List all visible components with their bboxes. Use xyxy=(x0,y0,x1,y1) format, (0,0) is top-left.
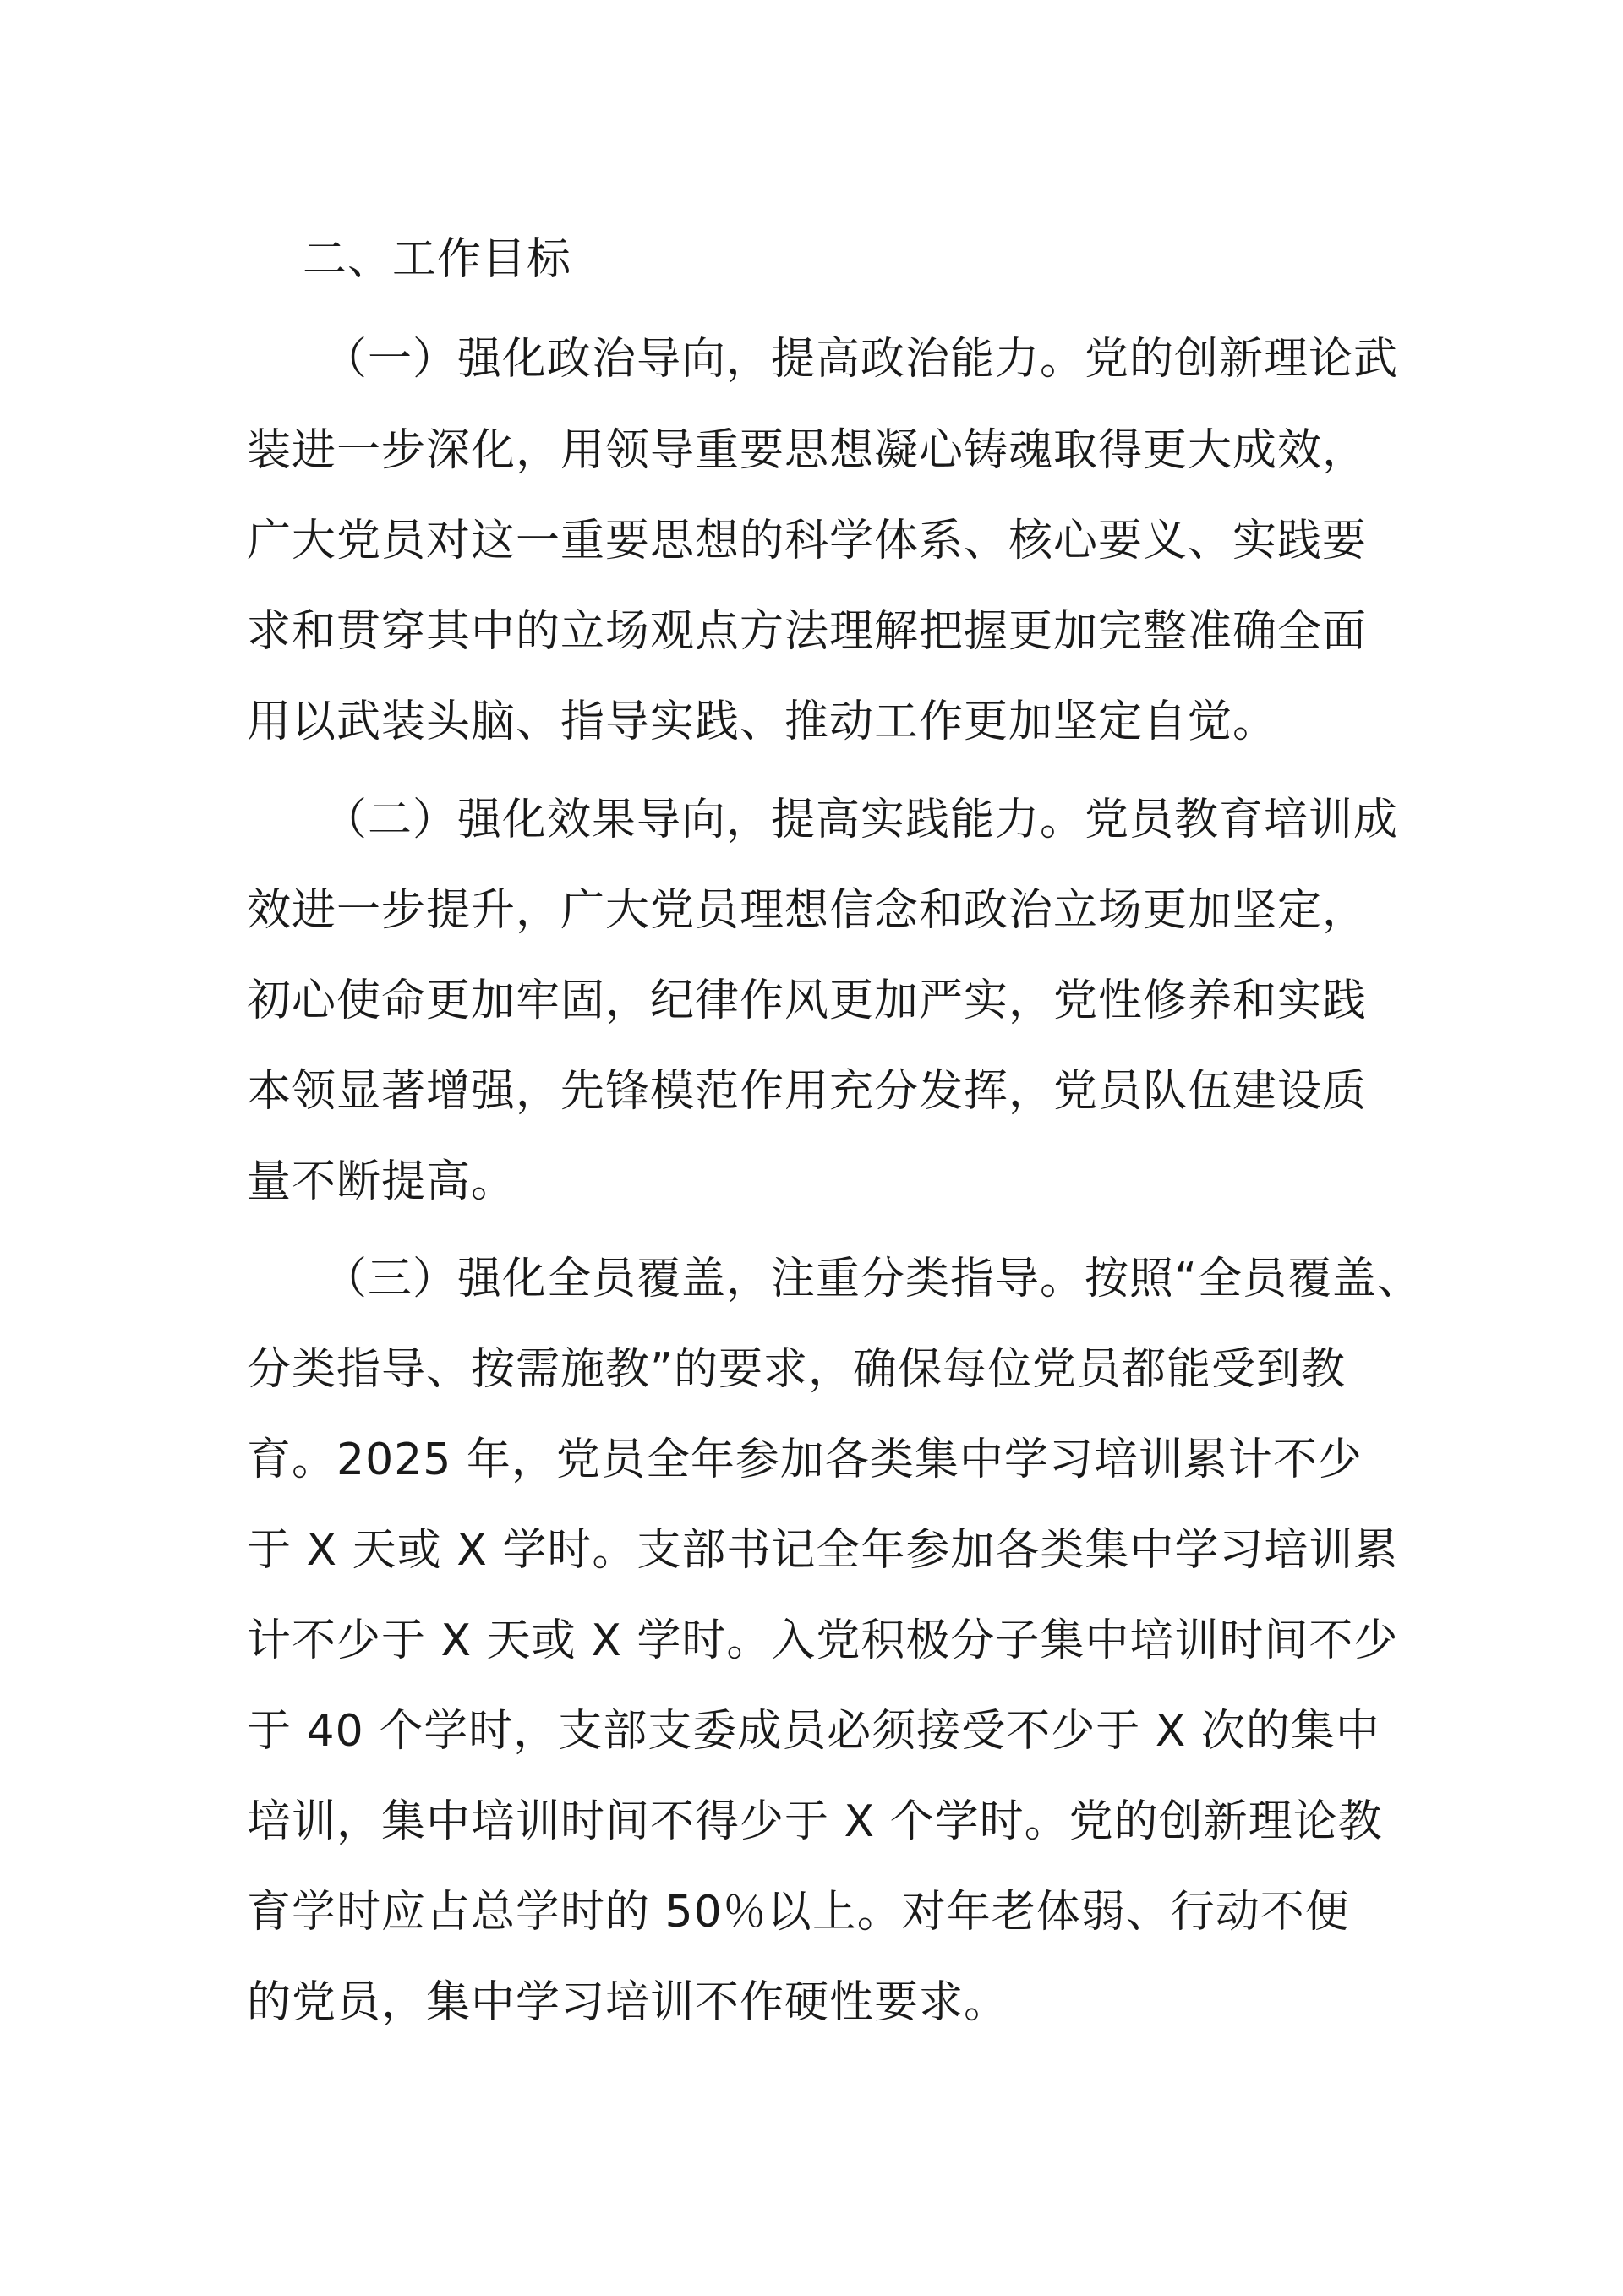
paragraph-1-line-1: （一）强化政治导向，提高政治能力。党的创新理论武 xyxy=(323,334,1399,385)
paragraph-3-line-5: 计不少于 X 天或 X 学时。入党积极分子集中培训时间不少 xyxy=(247,1615,1399,1666)
paragraph-3-line-9: 的党员，集中学习培训不作硬性要求。 xyxy=(247,1977,1009,2028)
paragraph-3-line-2: 分类指导、按需施教”的要求，确保每位党员都能受到教 xyxy=(247,1344,1346,1395)
paragraph-2-line-5: 量不断提高。 xyxy=(247,1156,516,1207)
paragraph-1-line-4: 求和贯穿其中的立场观点方法理解把握更加完整准确全面 xyxy=(247,606,1368,657)
paragraph-2-line-1: （二）强化效果导向，提高实践能力。党员教育培训成 xyxy=(323,795,1399,845)
section-heading: 二、工作目标 xyxy=(303,234,572,285)
paragraph-2-line-2: 效进一步提升，广大党员理想信念和政治立场更加坚定， xyxy=(247,885,1368,936)
paragraph-3-line-1: （三）强化全员覆盖，注重分类指导。按照“全员覆盖、 xyxy=(323,1254,1422,1304)
paragraph-1-line-3: 广大党员对这一重要思想的科学体系、核心要义、实践要 xyxy=(247,516,1368,566)
paragraph-2-line-3: 初心使命更加牢固，纪律作风更加严实，党性修养和实践 xyxy=(247,976,1368,1026)
paragraph-3-line-8: 育学时应占总学时的 50％以上。对年老体弱、行动不便 xyxy=(247,1887,1350,1938)
paragraph-3-line-3: 育。2025 年，党员全年参加各类集中学习培训累计不少 xyxy=(247,1435,1363,1485)
paragraph-3-line-7: 培训，集中培训时间不得少于 X 个学时。党的创新理论教 xyxy=(247,1796,1383,1847)
paragraph-2-line-4: 本领显著增强，先锋模范作用充分发挥，党员队伍建设质 xyxy=(247,1066,1368,1117)
paragraph-1-line-2: 装进一步深化，用领导重要思想凝心铸魂取得更大成效， xyxy=(247,425,1368,476)
paragraph-1-line-5: 用以武装头脑、指导实践、推动工作更加坚定自觉。 xyxy=(247,697,1278,747)
paragraph-3-line-4: 于 X 天或 X 学时。支部书记全年参加各类集中学习培训累 xyxy=(247,1525,1399,1576)
paragraph-3-line-6: 于 40 个学时，支部支委成员必须接受不少于 X 次的集中 xyxy=(247,1706,1380,1757)
